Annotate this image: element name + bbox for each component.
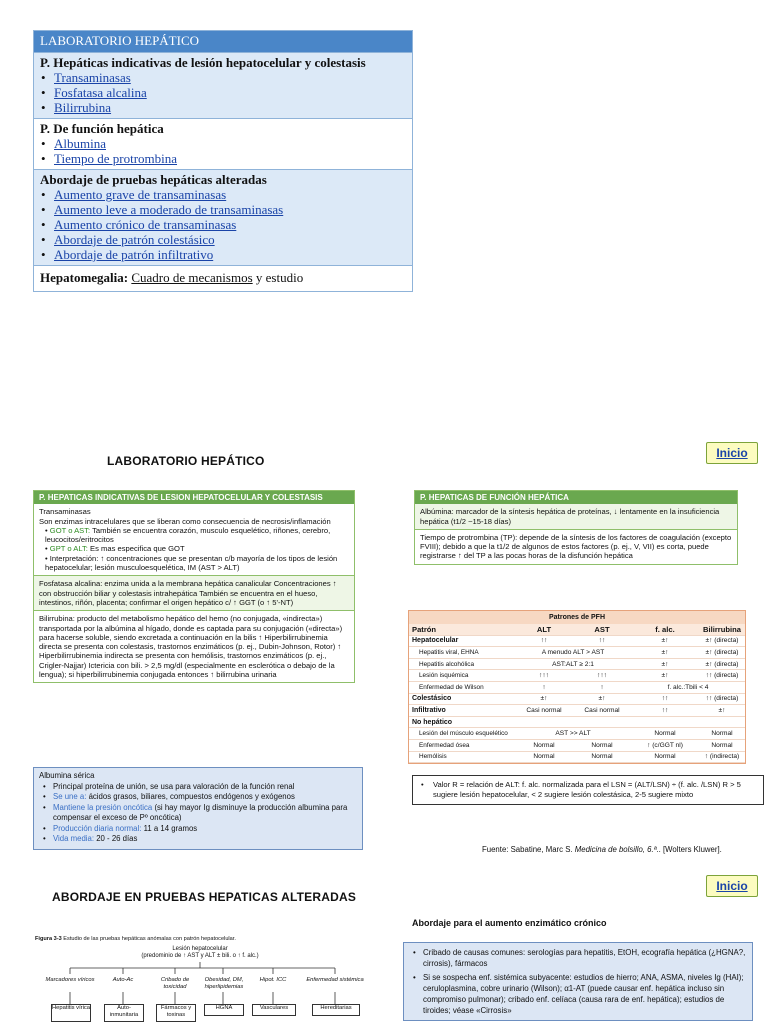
table-cell: Enfermedad de Wilson bbox=[409, 681, 515, 693]
table-header: AST bbox=[573, 624, 631, 635]
fosfatasa-cell: Fosfatasa alcalina: enzima unida a la membrana hepática canalicular Concentraciones ↑ con obstrucción biliar y colestasis intrahepática También se encuentra en el hueso, intestinos, riñón, placenta; confirmar el origen hepático c/ ↑ GGT (o ↑ 5'-NT) bbox=[34, 575, 354, 610]
flowchart-branch: Hipot. ICC bbox=[259, 977, 287, 983]
table-cell: AST:ALT ≥ 2:1 bbox=[515, 658, 631, 670]
link-tiempo-protrombina[interactable]: Tiempo de protrombina bbox=[54, 151, 178, 166]
table-cell: Hepatitis viral, EHNA bbox=[409, 647, 515, 659]
link-aumento-leve-moderado[interactable]: Aumento leve a moderado de transaminasas bbox=[54, 202, 284, 217]
table-cell: Normal bbox=[699, 739, 745, 751]
table-cell: Normal bbox=[573, 751, 631, 763]
list-item bbox=[53, 824, 357, 835]
table-cell: Normal bbox=[631, 751, 699, 763]
albumina-item-text: (si hay mayor Ig disminuye la producción albumina para compensar el exceso de Pº oncótica) bbox=[53, 802, 348, 822]
albumina-serica-title: Albumina sérica bbox=[39, 771, 95, 780]
table-cell: ±↑ bbox=[699, 705, 745, 717]
link-bilirrubina[interactable]: Bilirrubina bbox=[54, 100, 112, 115]
table-cell: ±↑ bbox=[631, 670, 699, 682]
slide1-title: LABORATORIO HEPÁTICO bbox=[107, 454, 265, 468]
flowchart-leaf: Vasculares bbox=[252, 1004, 296, 1016]
table-cell: ↑↑ bbox=[515, 635, 573, 647]
table-row bbox=[409, 705, 745, 717]
albumina-item-text: ácidos grasos, biliares, compuestos endógenos y exógenos bbox=[88, 792, 295, 801]
table-cell: A menudo ALT > AST bbox=[515, 647, 631, 659]
slide2-title: ABORDAJE EN PRUEBAS HEPATICAS ALTERADAS bbox=[52, 890, 357, 904]
interp-text: ↑ concentraciones que se presentan c/b mayoría de los tipos de lesión hepatocelular; lesión musculoesquelética, IM (AST > ALT) bbox=[45, 553, 338, 573]
index-header: LABORATORIO HEPÁTICO bbox=[34, 31, 412, 52]
table-cell: Normal bbox=[573, 739, 631, 751]
pfh-table-caption: Patrones de PFH bbox=[409, 611, 745, 624]
table-row bbox=[409, 728, 745, 740]
table-header: ALT bbox=[515, 624, 573, 635]
lesion-panel bbox=[33, 490, 355, 683]
list-item bbox=[53, 803, 357, 824]
flowchart-leaf: HGNA bbox=[204, 1004, 244, 1016]
albumina-item-label: Se une a: bbox=[53, 792, 87, 801]
albumina-item-text: Principal proteína de unión, se usa para valoración de la función renal bbox=[53, 781, 295, 791]
albumina-cell: Albúmina: marcador de la síntesis hepática de proteínas, ↓ lentamente en la insuficiencia hepática (t1/2 ~15-18 días) bbox=[415, 504, 737, 529]
index-section-abordaje bbox=[34, 169, 412, 265]
table-cell: Lesión isquémica bbox=[409, 670, 515, 682]
flowchart-root-sub: (predominio de ↑ AST y ALT ± bili. o ↑ f. alc.) bbox=[141, 953, 259, 959]
interp-label: Interpretación: bbox=[49, 553, 99, 563]
table-cell: Normal bbox=[515, 751, 573, 763]
table-cell: Lesión del músculo esquelético bbox=[409, 728, 515, 740]
table-row bbox=[409, 693, 745, 705]
table-cell: AST >> ALT bbox=[515, 728, 631, 740]
list-item: • Si se sospecha enf. sistémica subyacente: estudios de hierro; ANA, ASMA, niveles Ig (HAI); ceruloplasmina, cobre urinario (Wilson); α1-AT (puede causar enf. hepática incluso sin compromiso pulmonar); cribado enf. celíaca (causa rara de enf. hepática); estudios de tiroides; véase «Cirrosis» bbox=[423, 972, 747, 1016]
gpt-text: Es mas especifica que GOT bbox=[90, 544, 185, 554]
ratio-note bbox=[412, 775, 764, 805]
table-row bbox=[409, 658, 745, 670]
table-cell: ↑↑ (directa) bbox=[699, 693, 745, 705]
figure-label: Figura 3-3 bbox=[35, 936, 62, 942]
table-cell: ↑ bbox=[515, 681, 573, 693]
link-albumina[interactable]: Albumina bbox=[54, 136, 106, 151]
flowchart-branch: Auto-Ac bbox=[112, 977, 134, 983]
table-cell: Normal bbox=[699, 728, 745, 740]
link-transaminasas[interactable]: Transaminasas bbox=[54, 70, 131, 85]
table-cell: ↑↑↑ bbox=[573, 670, 631, 682]
index-section-title: P. De función hepática bbox=[40, 121, 164, 136]
inicio-button[interactable]: Inicio bbox=[706, 442, 758, 464]
index-section-hepatomegalia bbox=[34, 265, 412, 291]
table-row bbox=[409, 670, 745, 682]
link-patron-infiltrativo[interactable]: Abordaje de patrón infiltrativo bbox=[54, 247, 214, 262]
table-cell: ±↑ bbox=[515, 693, 573, 705]
table-cell: Casi normal bbox=[573, 705, 631, 717]
table-cell bbox=[573, 716, 631, 728]
table-cell: ±↑ (directa) bbox=[699, 658, 745, 670]
index-section-title: Abordaje de pruebas hepáticas alteradas bbox=[40, 172, 267, 187]
table-cell: ±↑ bbox=[631, 635, 699, 647]
albumina-item-text: 20 - 26 días bbox=[96, 834, 138, 843]
bilirrubina-cell: Bilirrubina: producto del metabolismo hepático del hemo (no conjugada, «indirecta») transportada por la albúmina al hígado, donde es captada para su conjugación («directa») para hacerse soluble, siendo excretada a continuación en la bilis ↑ Hiperbilirrubinemia directa se presenta con colestasis, trastornos enzimáticos (p. ej., Dubin-Johnson, Rotor) ↑ Hiperbilirrubinemia indirecta se presenta con hemólisis, trastornos enzimáticos (p. ej., Crigler-Najjar) Ictericia con bili. > 2,5 mg/dl (especialmente en esclerótica o debajo de la lengua); si hiperbilirrubinemia conjugada entonces ↑ bilirrubina urinaria bbox=[34, 610, 354, 682]
flowchart-leaf: Fármacos y toxinas bbox=[156, 1004, 196, 1022]
source-suffix: .. [Wolters Kluwer]. bbox=[656, 845, 722, 854]
funcion-panel bbox=[414, 490, 738, 565]
table-cell: ↑ bbox=[573, 681, 631, 693]
tp-cell: Tiempo de protrombina (TP): depende de la síntesis de los factores de coagulación (excepto FVIII); debido a que la t1/2 de algunos de estos factores (p. ej., V, VII) es corta, puede registrarse ↑ del TP a las pocas horas de la disfunción hepática bbox=[415, 529, 737, 564]
table-cell: ↑ (c/GGT nl) bbox=[631, 739, 699, 751]
albumina-serica-panel bbox=[33, 767, 363, 850]
flowchart-leaf: Auto-inmunitaria bbox=[104, 1004, 144, 1022]
figure-caption-text: Estudio de las pruebas hepáticas anómalas con patrón hepatocelular. bbox=[63, 936, 236, 942]
table-row bbox=[409, 681, 745, 693]
flowchart-branch: Cribado de toxicidad bbox=[160, 977, 190, 990]
table-cell: No hepático bbox=[409, 716, 515, 728]
albumina-item-label: Mantiene la presión oncótica bbox=[53, 802, 153, 812]
albumina-item-label: Producción diaria normal: bbox=[53, 823, 142, 833]
gpt-label: GPT o ALT: bbox=[49, 544, 88, 554]
source-prefix: Fuente: Sabatine, Marc S. bbox=[482, 845, 573, 854]
funcion-panel-header: P. HEPATICAS DE FUNCIÓN HEPÁTICA bbox=[415, 491, 737, 504]
transaminasas-cell: Transaminasas Son enzimas intracelulares que se liberan como consecuencia de necrosis/inflamación • GOT o AST: También se encuentra corazón, musculo esquelético, riñones, cerebro, leucocitos/eritrocitos • GPT o ALT: Es mas especifica que GOT • Interpretación: ↑ concentraciones que se presentan c/b mayoría de los tipos de lesión hepatocelular; lesión musculoesquelética, IM (AST > ALT) bbox=[34, 504, 354, 575]
index-section-lesion bbox=[34, 52, 412, 118]
flowchart-branch: Marcadores víricos bbox=[45, 977, 95, 983]
table-cell bbox=[699, 716, 745, 728]
chronic-panel bbox=[403, 942, 753, 1021]
got-text: También se encuentra corazón, musculo esquelético, riñones, cerebro, leucocitos/eritrocitos bbox=[45, 525, 331, 545]
table-cell: Infiltrativo bbox=[409, 705, 515, 717]
albumina-item-text: 11 a 14 gramos bbox=[143, 823, 198, 833]
bullet: • bbox=[421, 780, 424, 789]
table-row bbox=[409, 739, 745, 751]
pfh-table bbox=[408, 610, 746, 764]
table-cell: ↑↑ bbox=[631, 693, 699, 705]
hepatomegalia-label: Hepatomegalia: bbox=[40, 270, 129, 285]
table-header: Patrón bbox=[409, 624, 515, 635]
source-citation bbox=[482, 845, 722, 854]
index-section-funcion bbox=[34, 118, 412, 169]
table-cell bbox=[515, 716, 573, 728]
flowchart-branch: Enfermedad sistémica bbox=[306, 977, 364, 983]
flowchart-leaf: Hereditarias bbox=[312, 1004, 360, 1016]
table-cell: Enfermedad ósea bbox=[409, 739, 515, 751]
link-patron-colestasico[interactable]: Abordaje de patrón colestásico bbox=[54, 232, 215, 247]
table-header: Bilirrubina bbox=[699, 624, 745, 635]
table-cell: Hemólisis bbox=[409, 751, 515, 763]
ratio-note-text: Valor R = relación de ALT: f. alc. normalizada para el LSN = (ALT/LSN) ÷ (f. alc. /LSN) R > 5 sugiere lesión hepatocelular, < 2 sugiere lesión colestásica, 2-5 sugiere mixto bbox=[433, 780, 741, 799]
link-aumento-grave[interactable]: Aumento grave de transaminasas bbox=[54, 187, 227, 202]
table-cell: ±↑ bbox=[573, 693, 631, 705]
flowchart-branch: Obesidad, DM, hiperlipidemias bbox=[204, 977, 244, 990]
lesion-panel-header: P. HEPATICAS INDICATIVAS DE LESION HEPATOCELULAR Y COLESTASIS bbox=[34, 491, 354, 504]
table-cell: Normal bbox=[631, 728, 699, 740]
table-cell: Hepatocelular bbox=[409, 635, 515, 647]
list-item bbox=[53, 834, 357, 845]
table-cell: Colestásico bbox=[409, 693, 515, 705]
index-card bbox=[33, 30, 413, 292]
flowchart bbox=[35, 946, 365, 1024]
list-item bbox=[53, 792, 357, 803]
albumina-item-label: Vida media: bbox=[53, 834, 95, 843]
table-row bbox=[409, 751, 745, 763]
table-cell: ±↑ bbox=[631, 647, 699, 659]
link-aumento-cronico[interactable]: Aumento crónico de transaminasas bbox=[54, 217, 237, 232]
chronic-title: Abordaje para el aumento enzimático crónico bbox=[412, 918, 607, 928]
table-header: f. alc. bbox=[631, 624, 699, 635]
table-row bbox=[409, 635, 745, 647]
list-item: • Cribado de causas comunes: serologías para hepatitis, EtOH, ecografía hepática (¿HGNA?, cirrosis), fármacos bbox=[423, 947, 747, 969]
link-cuadro-mecanismos[interactable]: Cuadro de mecanismos bbox=[131, 270, 253, 285]
table-cell bbox=[631, 716, 699, 728]
table-row bbox=[409, 716, 745, 728]
got-label: GOT o AST: bbox=[49, 525, 91, 535]
transaminasas-title: Transaminasas bbox=[39, 507, 91, 517]
table-row bbox=[409, 647, 745, 659]
table-cell: ↑↑↑ bbox=[515, 670, 573, 682]
table-cell: ±↑ bbox=[631, 658, 699, 670]
list-item bbox=[53, 782, 357, 793]
table-cell: ±↑ (directa) bbox=[699, 647, 745, 659]
table-cell: f. alc.:Tbili < 4 bbox=[631, 681, 745, 693]
table-cell: ↑↑ (directa) bbox=[699, 670, 745, 682]
link-fosfatasa-alcalina[interactable]: Fosfatasa alcalina bbox=[54, 85, 147, 100]
hepatomegalia-rest: y estudio bbox=[255, 270, 304, 285]
table-cell: ±↑ (directa) bbox=[699, 635, 745, 647]
source-italic: Medicina de bolsillo, 6.ª bbox=[574, 845, 657, 854]
table-header-row bbox=[409, 624, 745, 635]
index-section-title: P. Hepáticas indicativas de lesión hepatocelular y colestasis bbox=[40, 55, 366, 70]
table-cell: ↑ (indirecta) bbox=[699, 751, 745, 763]
table-cell: Hepatitis alcohólica bbox=[409, 658, 515, 670]
inicio-button[interactable]: Inicio bbox=[706, 875, 758, 897]
table-cell: ↑↑ bbox=[573, 635, 631, 647]
figure-caption bbox=[35, 936, 236, 942]
table-cell: Normal bbox=[515, 739, 573, 751]
transaminasas-desc: Son enzimas intracelulares que se liberan como consecuencia de necrosis/inflamación bbox=[39, 516, 331, 526]
table-cell: Casi normal bbox=[515, 705, 573, 717]
flowchart-root-title: Lesión hepatocelular bbox=[172, 946, 228, 952]
flowchart-leaf: Hepatitis vírica bbox=[51, 1004, 91, 1022]
table-cell: ↑↑ bbox=[631, 705, 699, 717]
